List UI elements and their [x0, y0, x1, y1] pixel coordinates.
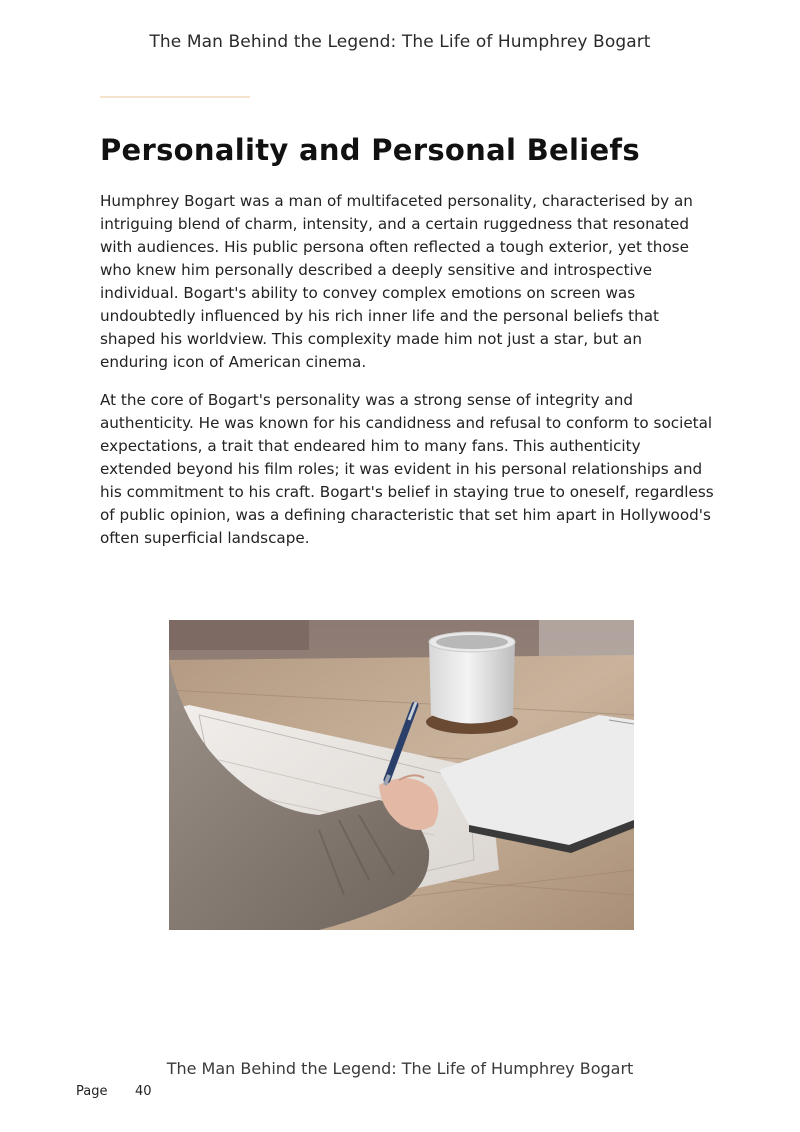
- paragraph: At the core of Bogart's personality was a strong sense of integrity and authenticity. He was known for his candidness and refusal to conform to societal expectations, a trait that endeared him to many fans. This authenticity extended beyond his film roles; it was evident in his personal relationships and his commitment to his craft. Bogart's belief in staying true to oneself, regardless of public opinion, was a defining characteristic that set him apart in Hollywood's often superficial landscape.: [100, 391, 714, 547]
- body-text: [100, 190, 714, 565]
- running-header: The Man Behind the Legend: The Life of Humphrey Bogart: [149, 32, 651, 52]
- page-label: Page: [76, 1084, 108, 1099]
- running-footer: The Man Behind the Legend: The Life of Humphrey Bogart: [166, 1059, 634, 1078]
- page-number: 40: [135, 1084, 152, 1099]
- section-title: Personality and Personal Beliefs: [100, 133, 640, 167]
- paragraph: Humphrey Bogart was a man of multifaceted personality, characterised by an intriguing blend of charm, intensity, and a certain ruggedness that resonated with audiences. His public persona often reflected a tough exterior, yet those who knew him personally described a deeply sensitive and introspective individual. Bogart's ability to convey complex emotions on screen was undoubtedly influenced by his rich inner life and the personal beliefs that shaped his worldview. This complexity made him not just a star, but an enduring icon of American cinema.: [100, 192, 693, 371]
- accent-divider: [100, 96, 250, 98]
- writing-at-desk-photo: [169, 620, 634, 930]
